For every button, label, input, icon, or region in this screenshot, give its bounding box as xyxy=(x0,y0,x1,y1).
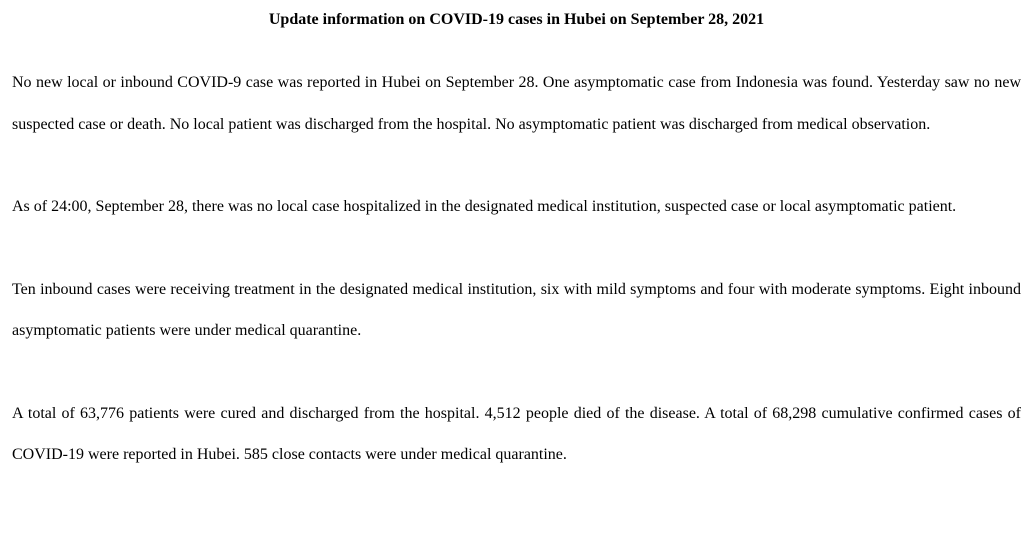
paragraph-new-cases: No new local or inbound COVID-9 case was reported in Hubei on September 28. One asymptomatic case from Indonesia was found. Yesterday saw no new suspected case or death. No local patient was discharged from the hospital. No asymptomatic patient was discharged from medical observation. xyxy=(12,74,1021,133)
document-body xyxy=(12,0,1021,476)
paragraph-inbound-treatment: Ten inbound cases were receiving treatment in the designated medical institution, six with mild symptoms and four with moderate symptoms. Eight inbound asymptomatic patients were under medical quarantine. xyxy=(12,280,1021,339)
paragraph-hospitalized-status: As of 24:00, September 28, there was no local case hospitalized in the designated medical institution, suspected case or local asymptomatic patient. xyxy=(12,198,957,215)
paragraph-cumulative-totals: A total of 63,776 patients were cured and discharged from the hospital. 4,512 people died of the disease. A total of 68,298 cumulative confirmed cases of COVID-19 were reported in Hubei. 585 close contacts were under medical quarantine. xyxy=(12,404,1021,463)
page-title: Update information on COVID-19 cases in Hubei on September 28, 2021 xyxy=(268,11,765,28)
